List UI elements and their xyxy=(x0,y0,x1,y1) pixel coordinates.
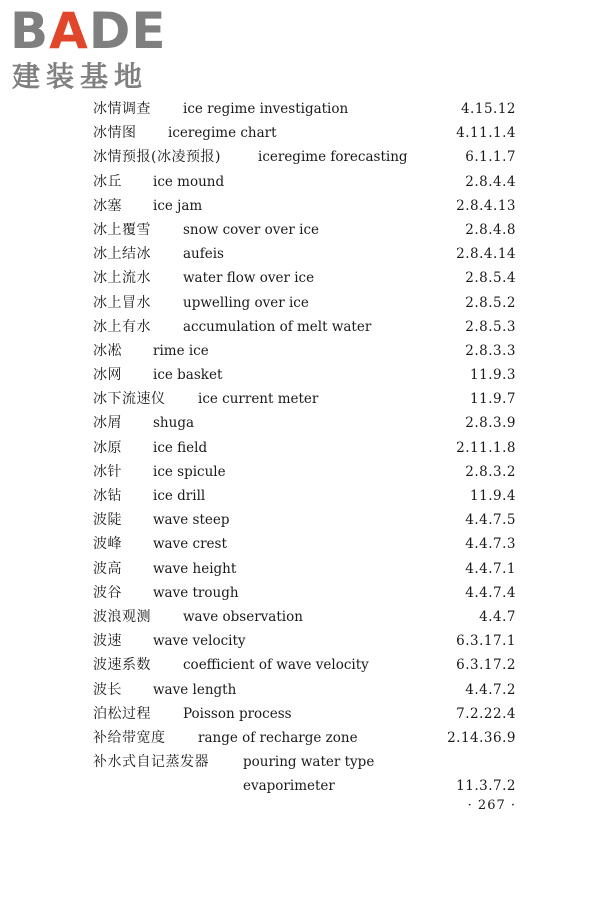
glossary-entry xyxy=(93,194,516,218)
glossary-entry xyxy=(93,557,516,581)
glossary-entry xyxy=(93,629,516,653)
section-number: 6.1.1.7 xyxy=(465,149,516,166)
section-number: 2.8.4.13 xyxy=(456,197,516,214)
term-chinese: 波峰 xyxy=(93,536,122,553)
term-chinese: 补给带宽度 xyxy=(93,729,166,746)
glossary-entry xyxy=(93,750,516,798)
section-number: 6.3.17.2 xyxy=(456,657,516,674)
glossary-entry xyxy=(93,653,516,677)
term-english: water flow over ice xyxy=(183,270,315,287)
section-number: 2.8.5.4 xyxy=(465,270,516,287)
term-english: snow cover over ice xyxy=(183,221,320,238)
term-chinese: 冰塞 xyxy=(93,197,122,214)
section-number: 2.14.36.9 xyxy=(447,729,516,746)
term-chinese: 冰网 xyxy=(93,367,122,384)
term-chinese: 波速系数 xyxy=(93,657,151,674)
logo-subtitle: 建装基地 xyxy=(12,60,149,93)
term-chinese: 冰情预报(冰凌预报) xyxy=(93,149,221,166)
glossary-entry xyxy=(93,605,516,629)
section-number: 7.2.22.4 xyxy=(456,705,516,722)
term-english: iceregime chart xyxy=(168,125,277,142)
logo-letter-a-accent: A xyxy=(49,2,89,60)
term-chinese: 泊松过程 xyxy=(93,705,151,722)
section-number: 2.8.4.14 xyxy=(456,246,516,263)
glossary-entry xyxy=(93,387,516,411)
term-english: ice drill xyxy=(153,488,206,504)
term-english: rime ice xyxy=(153,342,209,359)
term-english: wave steep xyxy=(153,512,230,529)
term-chinese: 冰丘 xyxy=(93,173,122,190)
glossary-entry xyxy=(93,315,516,339)
glossary-entry xyxy=(93,460,516,484)
term-english: wave height xyxy=(153,560,237,577)
section-number: 4.4.7.2 xyxy=(465,681,516,698)
glossary-entry xyxy=(93,678,516,702)
glossary-entry xyxy=(93,97,516,121)
term-chinese: 冰上有水 xyxy=(93,318,151,335)
glossary-entry xyxy=(93,121,516,145)
term-chinese: 波谷 xyxy=(93,584,122,601)
term-english: wave trough xyxy=(153,584,239,601)
term-chinese: 冰上冒水 xyxy=(93,294,151,311)
section-number: 11.9.3 xyxy=(470,367,516,384)
section-number: 2.11.1.8 xyxy=(456,439,516,456)
term-chinese: 冰原 xyxy=(93,439,122,456)
term-chinese: 冰针 xyxy=(93,463,122,480)
glossary-entry xyxy=(93,436,516,460)
glossary-entry xyxy=(93,218,516,242)
term-english: ice spicule xyxy=(153,463,226,480)
section-number: 4.4.7.4 xyxy=(465,584,516,601)
glossary-entry xyxy=(93,266,516,290)
section-number: 11.9.7 xyxy=(470,391,516,408)
term-english: wave length xyxy=(153,681,237,698)
term-english: ice basket xyxy=(153,367,223,384)
term-chinese: 冰钻 xyxy=(93,488,122,504)
term-chinese: 波陡 xyxy=(93,512,122,529)
section-number: 2.8.5.2 xyxy=(465,294,516,311)
glossary-entry xyxy=(93,726,516,750)
term-chinese: 波浪观测 xyxy=(93,608,151,625)
section-number: 4.4.7.1 xyxy=(465,560,516,577)
term-chinese: 冰上流水 xyxy=(93,270,151,287)
section-number: 2.8.5.3 xyxy=(465,318,516,335)
page-number: · 267 · xyxy=(467,798,516,813)
glossary-entry xyxy=(93,242,516,266)
glossary-entry xyxy=(93,411,516,435)
term-chinese: 波高 xyxy=(93,560,122,577)
logo xyxy=(10,4,180,96)
section-number: 11.9.4 xyxy=(470,488,516,504)
section-number: 4.4.7.5 xyxy=(465,512,516,529)
section-number: 4.4.7 xyxy=(479,608,516,625)
glossary-entry xyxy=(93,363,516,387)
glossary-entry xyxy=(93,581,516,605)
logo-letters-de: DE xyxy=(88,2,167,60)
glossary-entry xyxy=(93,484,516,508)
section-number: 2.8.4.8 xyxy=(465,221,516,238)
section-number: 2.8.3.2 xyxy=(465,463,516,480)
term-english: coefficient of wave velocity xyxy=(183,657,369,674)
glossary-entry xyxy=(93,291,516,315)
term-english: ice field xyxy=(153,439,208,456)
section-number: 4.11.1.4 xyxy=(456,125,516,142)
term-english-continued: evaporimeter xyxy=(243,778,335,795)
section-number: 4.15.12 xyxy=(460,101,516,117)
term-chinese: 冰上结冰 xyxy=(93,246,151,263)
logo-wordmark xyxy=(10,4,167,58)
term-english: wave velocity xyxy=(153,633,246,650)
term-chinese: 冰情调查 xyxy=(93,101,151,117)
term-english: iceregime forecasting xyxy=(258,149,408,166)
term-english: ice mound xyxy=(153,173,225,190)
term-chinese: 冰下流速仪 xyxy=(93,391,166,408)
term-english: aufeis xyxy=(183,246,224,263)
section-number: 11.3.7.2 xyxy=(456,778,516,795)
glossary-entry xyxy=(93,508,516,532)
glossary-entries xyxy=(93,97,516,798)
glossary-entry xyxy=(93,145,516,169)
term-english: Poisson process xyxy=(183,705,292,722)
term-english: accumulation of melt water xyxy=(183,318,372,335)
term-english: wave crest xyxy=(153,536,227,553)
section-number: 6.3.17.1 xyxy=(456,633,516,650)
term-chinese: 波速 xyxy=(93,633,122,650)
term-english: ice current meter xyxy=(198,391,319,408)
term-english: pouring water type xyxy=(243,754,375,771)
term-english: ice regime investigation xyxy=(183,101,349,117)
section-number: 4.4.7.3 xyxy=(465,536,516,553)
glossary-entry xyxy=(93,339,516,363)
section-number: 2.8.4.4 xyxy=(465,173,516,190)
glossary-entry xyxy=(93,702,516,726)
term-chinese: 冰上覆雪 xyxy=(93,221,151,238)
term-chinese: 补水式自记蒸发器 xyxy=(93,754,209,771)
logo-letter-b: B xyxy=(10,2,50,60)
term-english: shuga xyxy=(153,415,195,432)
term-chinese: 冰凇 xyxy=(93,342,122,359)
section-number: 2.8.3.9 xyxy=(465,415,516,432)
term-chinese: 冰情图 xyxy=(93,125,137,142)
section-number: 2.8.3.3 xyxy=(465,342,516,359)
glossary-entry xyxy=(93,170,516,194)
term-english: range of recharge zone xyxy=(198,729,358,746)
term-chinese: 波长 xyxy=(93,681,122,698)
term-english: ice jam xyxy=(153,197,203,214)
term-english: wave observation xyxy=(183,608,303,625)
term-chinese: 冰屑 xyxy=(93,415,122,432)
glossary-entry xyxy=(93,532,516,556)
term-english: upwelling over ice xyxy=(183,294,309,311)
